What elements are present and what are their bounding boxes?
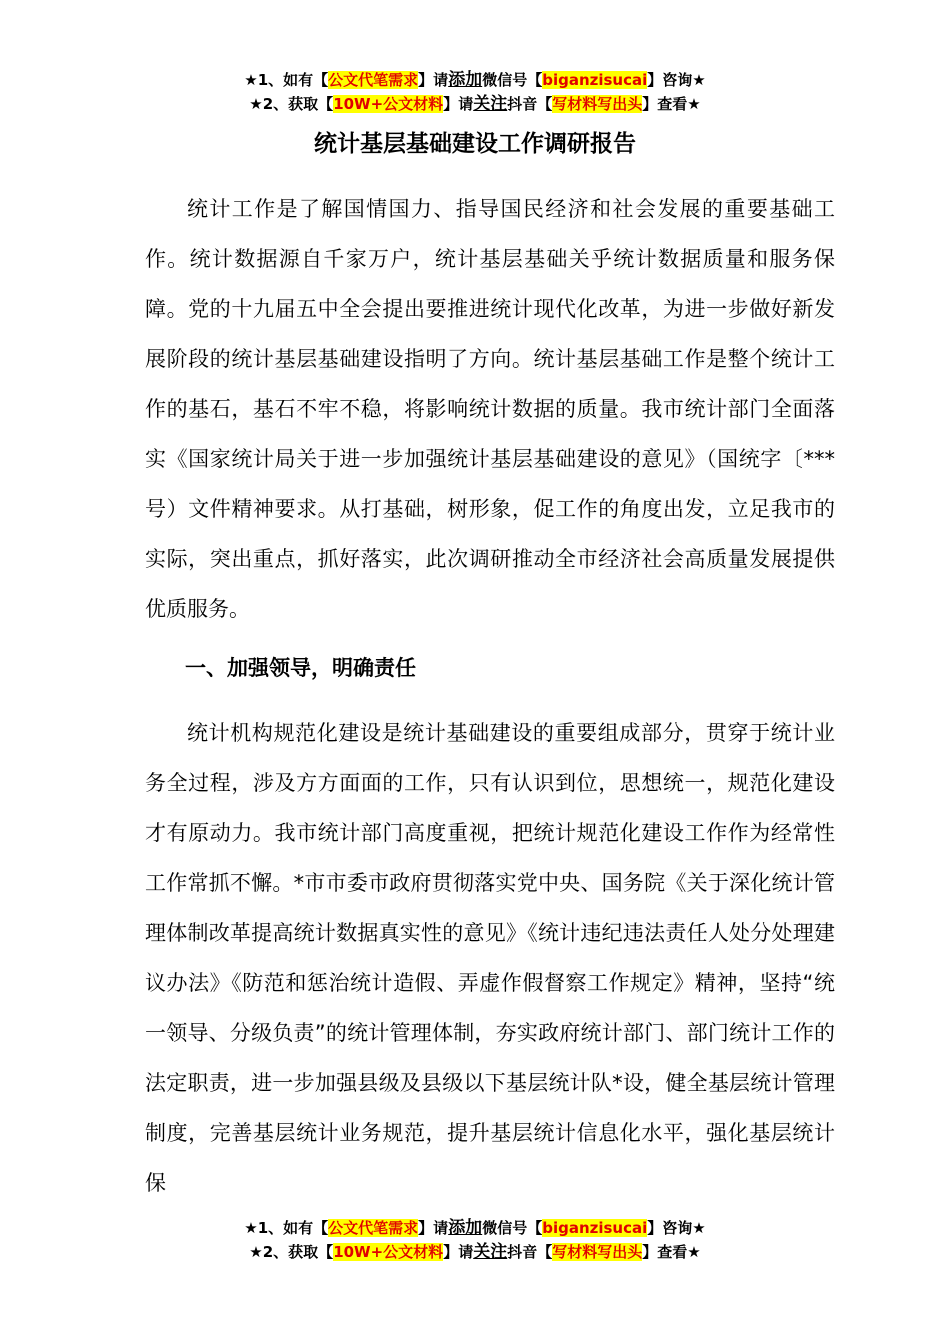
promo-line-2 — [0, 92, 950, 116]
promo-text: 微信号【 — [482, 71, 543, 89]
promo-highlight: 公文代笔需求 — [328, 71, 419, 89]
promo-highlight: 写材料写出头 — [552, 1243, 643, 1261]
promo-line-1 — [0, 1216, 950, 1240]
document-body-part-1 — [145, 184, 835, 634]
promo-highlight: 10W+公文材料 — [333, 1243, 444, 1261]
paragraph-section-1: 统计机构规范化建设是统计基础建设的重要组成部分，贯穿于统计业务全过程，涉及方方面面的工作，只有认识到位，思想统一，规范化建设才有原动力。我市统计部门高度重视，把统计规范化建设工作作为经常性工作常抓不懈。*市市委市政府贯彻落实党中央、国务院《关于深化统计管理体制改革提高统计数据真实性的意见》《统计违纪违法责任人处分处理建议办法》《防范和惩治统计造假、弄虚作假督察工作规定》精神，坚持“统一领导、分级负责”的统计管理体制，夯实政府统计部门、部门统计工作的法定职责，进一步加强县级及县级以下基层统计队*设，健全基层统计管理制度，完善基层统计业务规范，提升基层统计信息化水平，强化基层统计保 — [145, 721, 835, 1195]
promo-text: 】请 — [443, 95, 474, 113]
promo-text: ★1、如有【 — [244, 1219, 329, 1237]
promo-text: ★2、获取【 — [249, 1243, 334, 1261]
promo-highlight: biganzisucai — [542, 71, 648, 89]
paragraph-intro: 统计工作是了解国情国力、指导国民经济和社会发展的重要基础工作。统计数据源自千家万户，统计基层基础关乎统计数据质量和服务保障。党的十九届五中全会提出要推进统计现代化改革，为进一步做好新发展阶段的统计基层基础建设指明了方向。统计基层基础工作是整个统计工作的基石，基石不牢不稳，将影响统计数据的质量。我市统计部门全面落实《国家统计局关于进一步加强统计基层基础建设的意见》（国统字〔***号）文件精神要求。从打基础，树形象，促工作的角度出发，立足我市的实际，突出重点，抓好落实，此次调研推动全市经济社会高质量发展提供优质服务。 — [145, 197, 835, 621]
promo-text: 抖音【 — [507, 1243, 553, 1261]
document-title: 统计基层基础建设工作调研报告 — [314, 131, 636, 157]
promo-emphasis: 关注 — [473, 94, 508, 114]
promo-line-1 — [0, 68, 950, 92]
promo-line-2 — [0, 1240, 950, 1264]
promo-emphasis: 添加 — [448, 1218, 483, 1238]
promo-text: 】查看★ — [642, 95, 701, 113]
promo-text: 】请 — [443, 1243, 474, 1261]
promo-text: 】请 — [418, 71, 449, 89]
promo-emphasis: 添加 — [448, 70, 483, 90]
document-body-part-2 — [145, 708, 835, 1208]
promo-highlight: biganzisucai — [542, 1219, 648, 1237]
promo-text: 抖音【 — [507, 95, 553, 113]
promo-text: 微信号【 — [482, 1219, 543, 1237]
promo-text: 】咨询★ — [647, 71, 706, 89]
promo-highlight: 公文代笔需求 — [328, 1219, 419, 1237]
section-heading-1: 一、加强领导，明确责任 — [185, 656, 416, 680]
promo-highlight: 写材料写出头 — [552, 95, 643, 113]
promo-text: 】请 — [418, 1219, 449, 1237]
promo-text: 】咨询★ — [647, 1219, 706, 1237]
promo-text: ★2、获取【 — [249, 95, 334, 113]
promo-highlight: 10W+公文材料 — [333, 95, 444, 113]
promo-text: 】查看★ — [642, 1243, 701, 1261]
promo-header — [0, 68, 950, 116]
promo-emphasis: 关注 — [473, 1242, 508, 1262]
promo-footer — [0, 1216, 950, 1264]
promo-text: ★1、如有【 — [244, 71, 329, 89]
